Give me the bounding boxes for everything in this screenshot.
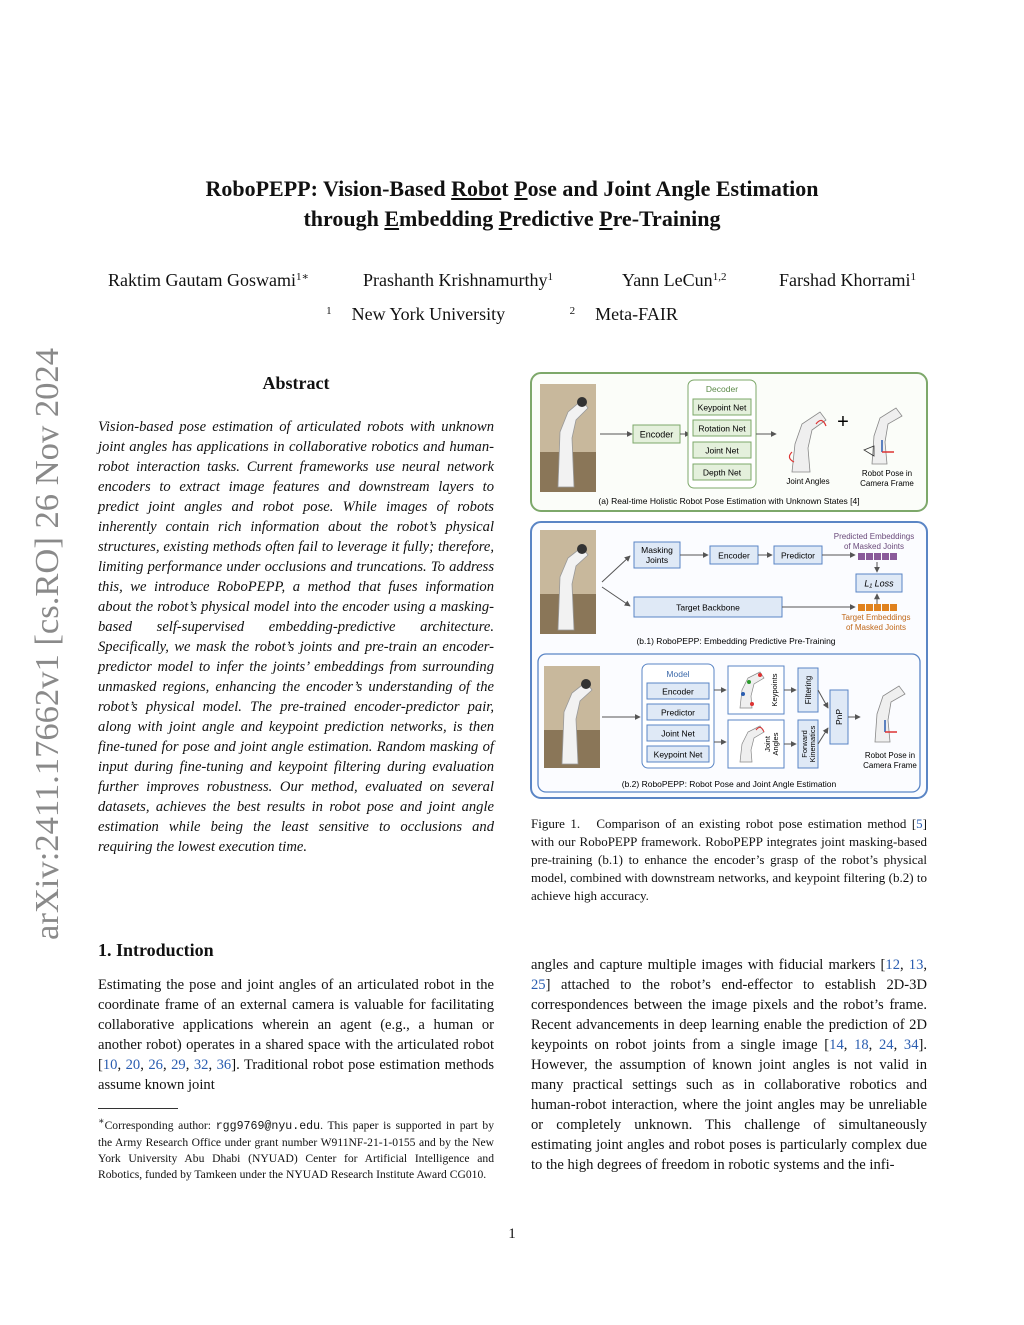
target-emb-label-1: Target Embeddings xyxy=(841,613,911,622)
title-line-2: through Embedding Predictive Pre-Training xyxy=(303,206,721,231)
citation-link[interactable]: 29 xyxy=(171,1057,186,1073)
abstract-body: Vision-based pose estimation of articulated robots with unknown joint angles has applications in collaborative robotics and human-robot interaction tasks. Current frameworks use neural network encoders to extract image features and downstream layers to predict joint angles and robot pose. While images of robots inherently contain rich information about the robot’s physical structures, existing methods often fail to leverage it fully; therefore, limiting performance under occlusions and truncations. To address this, we introduce RoboPEPP, a method that fuses information about the robot’s physical model into the encoder using a masking-based self-supervised embedding-predictive architecture. Specifically, we mask the robot’s joints and pre-train an encoder-predictor model to infer the joints’ embeddings from surrounding unmasked regions, enhancing the encoder’s understanding of the robot’s physical model. The pre-trained encoder-predictor pair, along with joint angle and keypoint prediction networks, is then fine-tuned for pose and joint angle estimation. Random masking of input during fine-tuning and keypoint filtering during evaluation further improves robustness. Our method, evaluated on several datasets, achieves the best results in robot pose and joint angle estimation while being the least sensitive to occlusions and requiring the lowest execution time. xyxy=(98,419,494,855)
panel-a xyxy=(531,373,927,511)
masking-label-2: Joints xyxy=(645,555,669,565)
joint-angles-label-a: Joint Angles xyxy=(786,477,830,486)
pnp-label: PnP xyxy=(834,708,844,726)
author: Farshad Khorrami$^1$ xyxy=(779,270,916,290)
citation-link[interactable]: 36 xyxy=(216,1057,232,1073)
predicted-embeddings-bar xyxy=(858,553,897,560)
title-line-1: RoboPEPP: Vision-Based Robot Pose and Joint Angle Estimation xyxy=(205,176,819,201)
section-heading-introduction: 1. Introduction xyxy=(98,940,214,960)
citation-link[interactable]: 25 xyxy=(531,977,546,993)
author: Raktim Gautam Goswami$^{1∗}$ xyxy=(108,270,309,290)
panel-a-caption: (a) Real-time Holistic Robot Pose Estimation with Unknown States [4] xyxy=(598,496,860,506)
target-emb-label-2: of Masked Joints xyxy=(845,623,907,632)
rotation-net-label: Rotation Net xyxy=(698,423,746,434)
citation-link[interactable]: 26 xyxy=(148,1057,163,1073)
citation-link[interactable]: 14 xyxy=(829,1037,844,1053)
pred-emb-label-1: Predicted Embeddings xyxy=(833,532,915,541)
author: Prashanth Krishnamurthy$^1$ xyxy=(363,270,553,290)
model-label: Model xyxy=(666,669,690,679)
author: Yann LeCun$^{1,2}$ xyxy=(622,270,727,290)
affiliations xyxy=(0,304,1024,325)
robot-pose-label-b2-2: Camera Frame xyxy=(863,761,917,770)
intro-paragraph-continued: angles and capture multiple images with fiducial markers [12, 13, 25] attached to the robot’s end-effector to establish 2D-3D correspondences between the image pixels and the robot’s frame. Recent advancements in deep learning enable the prediction of 2D keypoints on robot joints from a single image [14, 18, 24, 34]. However, the assumption of known joint angles is not valid in many practical settings such as in collaborative robotics and human-robot interaction, where the joint angles may be unreliable or completely unknown. This challenge of simultaneously estimating joint angles and robot poses is particularly complex due to the high degrees of freedom in robotic systems and the infi- xyxy=(531,957,928,1173)
predictor-label-b1: Predictor xyxy=(780,550,816,561)
citation-link[interactable]: 13 xyxy=(908,957,924,973)
arxiv-stamp-text: arXiv:2411.17662v1 [cs.RO] 26 Nov 2024 xyxy=(29,357,66,940)
filtering-label: Filtering xyxy=(804,675,813,705)
citation-link[interactable]: 18 xyxy=(854,1037,869,1053)
citation-link[interactable]: 12 xyxy=(885,957,901,973)
joint-angles-label-b2-1: Joint xyxy=(763,736,772,752)
abstract-heading: Abstract xyxy=(262,373,330,393)
pred-emb-label-2: of Masked Joints xyxy=(843,542,905,551)
joint-net-label-b2: Joint Net xyxy=(661,728,695,739)
masking-label-1: Masking xyxy=(641,545,673,555)
panel-b2-caption: (b.2) RoboPEPP: Robot Pose and Joint Angle Estimation xyxy=(621,779,837,789)
footnote: ∗Corresponding author: rgg9769@nyu.edu. This paper is supported in part by the Army Research Office under grant number W911NF-21-1-0155 and by the New York University Abu Dhabi (NYUAD) Center for Artificial Intelligence and Robotics, funded by Tamkeen under the NYUAD Research Institute Award CG010. xyxy=(98,1116,494,1181)
keypoint-net-label: Keypoint Net xyxy=(697,402,747,413)
page-number: 1 xyxy=(508,1226,516,1242)
citation-link[interactable]: 20 xyxy=(125,1057,141,1073)
target-backbone-label: Target Backbone xyxy=(676,602,740,613)
depth-net-label: Depth Net xyxy=(702,467,742,478)
encoder-label-b1: Encoder xyxy=(718,550,750,561)
robot-photo-a xyxy=(540,384,596,492)
robot-pose-label-a1: Robot Pose in xyxy=(861,469,913,478)
intro-paragraph: Estimating the pose and joint angles of an articulated robot in the coordinate frame of an external camera is valuable for facilitating collaborative applications wherein an agent (e.g., a human or another robot) operates in a shared space with the articulated robot [10, 20, 26, 29, 32, 36]. Traditional robot pose estimation methods assume known joint xyxy=(98,977,495,1093)
footnote-rule xyxy=(98,1108,178,1109)
keypoints-label: Keypoints xyxy=(770,673,779,707)
robot-pose-label-b2-1: Robot Pose in xyxy=(864,751,916,760)
joint-angles-label-b2-2: Angles xyxy=(771,732,780,756)
fk-label-2: Kinematics xyxy=(808,725,817,763)
l1-loss-label: L₁ Loss xyxy=(864,578,894,589)
figure-caption: Figure 1. Comparison of an existing robot pose estimation method [5] with our RoboPEPP framework. RoboPEPP integrates joint masking-based pre-training (b.1) to enhance the encoder’s grasp of the robot’s physical model, combined with downstream networks, and keypoint filtering (b.2) to achieve high accuracy. xyxy=(531,816,927,903)
citation-link[interactable]: 34 xyxy=(903,1037,919,1053)
robot-photo-b1 xyxy=(540,530,596,634)
affiliation: $^1$ New York University xyxy=(326,304,506,324)
figure-1 xyxy=(530,372,928,800)
fk-label-1: Forward xyxy=(800,730,809,758)
plus-sign: + xyxy=(837,411,849,433)
robot-pose-label-a2: Camera Frame xyxy=(860,479,914,488)
predictor-label-b2: Predictor xyxy=(660,707,696,718)
encoder-label-b2: Encoder xyxy=(662,686,694,697)
paper-title xyxy=(100,174,924,234)
citation-link[interactable]: 32 xyxy=(193,1057,209,1073)
target-embeddings-bar xyxy=(858,604,897,611)
robot-photo-b2 xyxy=(544,666,600,768)
panel-b1-caption: (b.1) RoboPEPP: Embedding Predictive Pre-Training xyxy=(636,636,836,646)
joint-net-label: Joint Net xyxy=(705,445,739,456)
corresponding-email[interactable]: rgg9769@nyu.edu xyxy=(215,1119,321,1133)
citation-link[interactable]: 5 xyxy=(916,816,923,831)
keypoint-net-label-b2: Keypoint Net xyxy=(653,749,703,760)
decoder-label: Decoder xyxy=(705,384,739,394)
arxiv-side-stamp xyxy=(22,345,68,940)
affiliation: $^2$ Meta-FAIR xyxy=(569,304,678,324)
encoder-label-a: Encoder xyxy=(639,429,674,440)
citation-link[interactable]: 10 xyxy=(102,1057,118,1073)
citation-link[interactable]: 24 xyxy=(879,1037,894,1053)
